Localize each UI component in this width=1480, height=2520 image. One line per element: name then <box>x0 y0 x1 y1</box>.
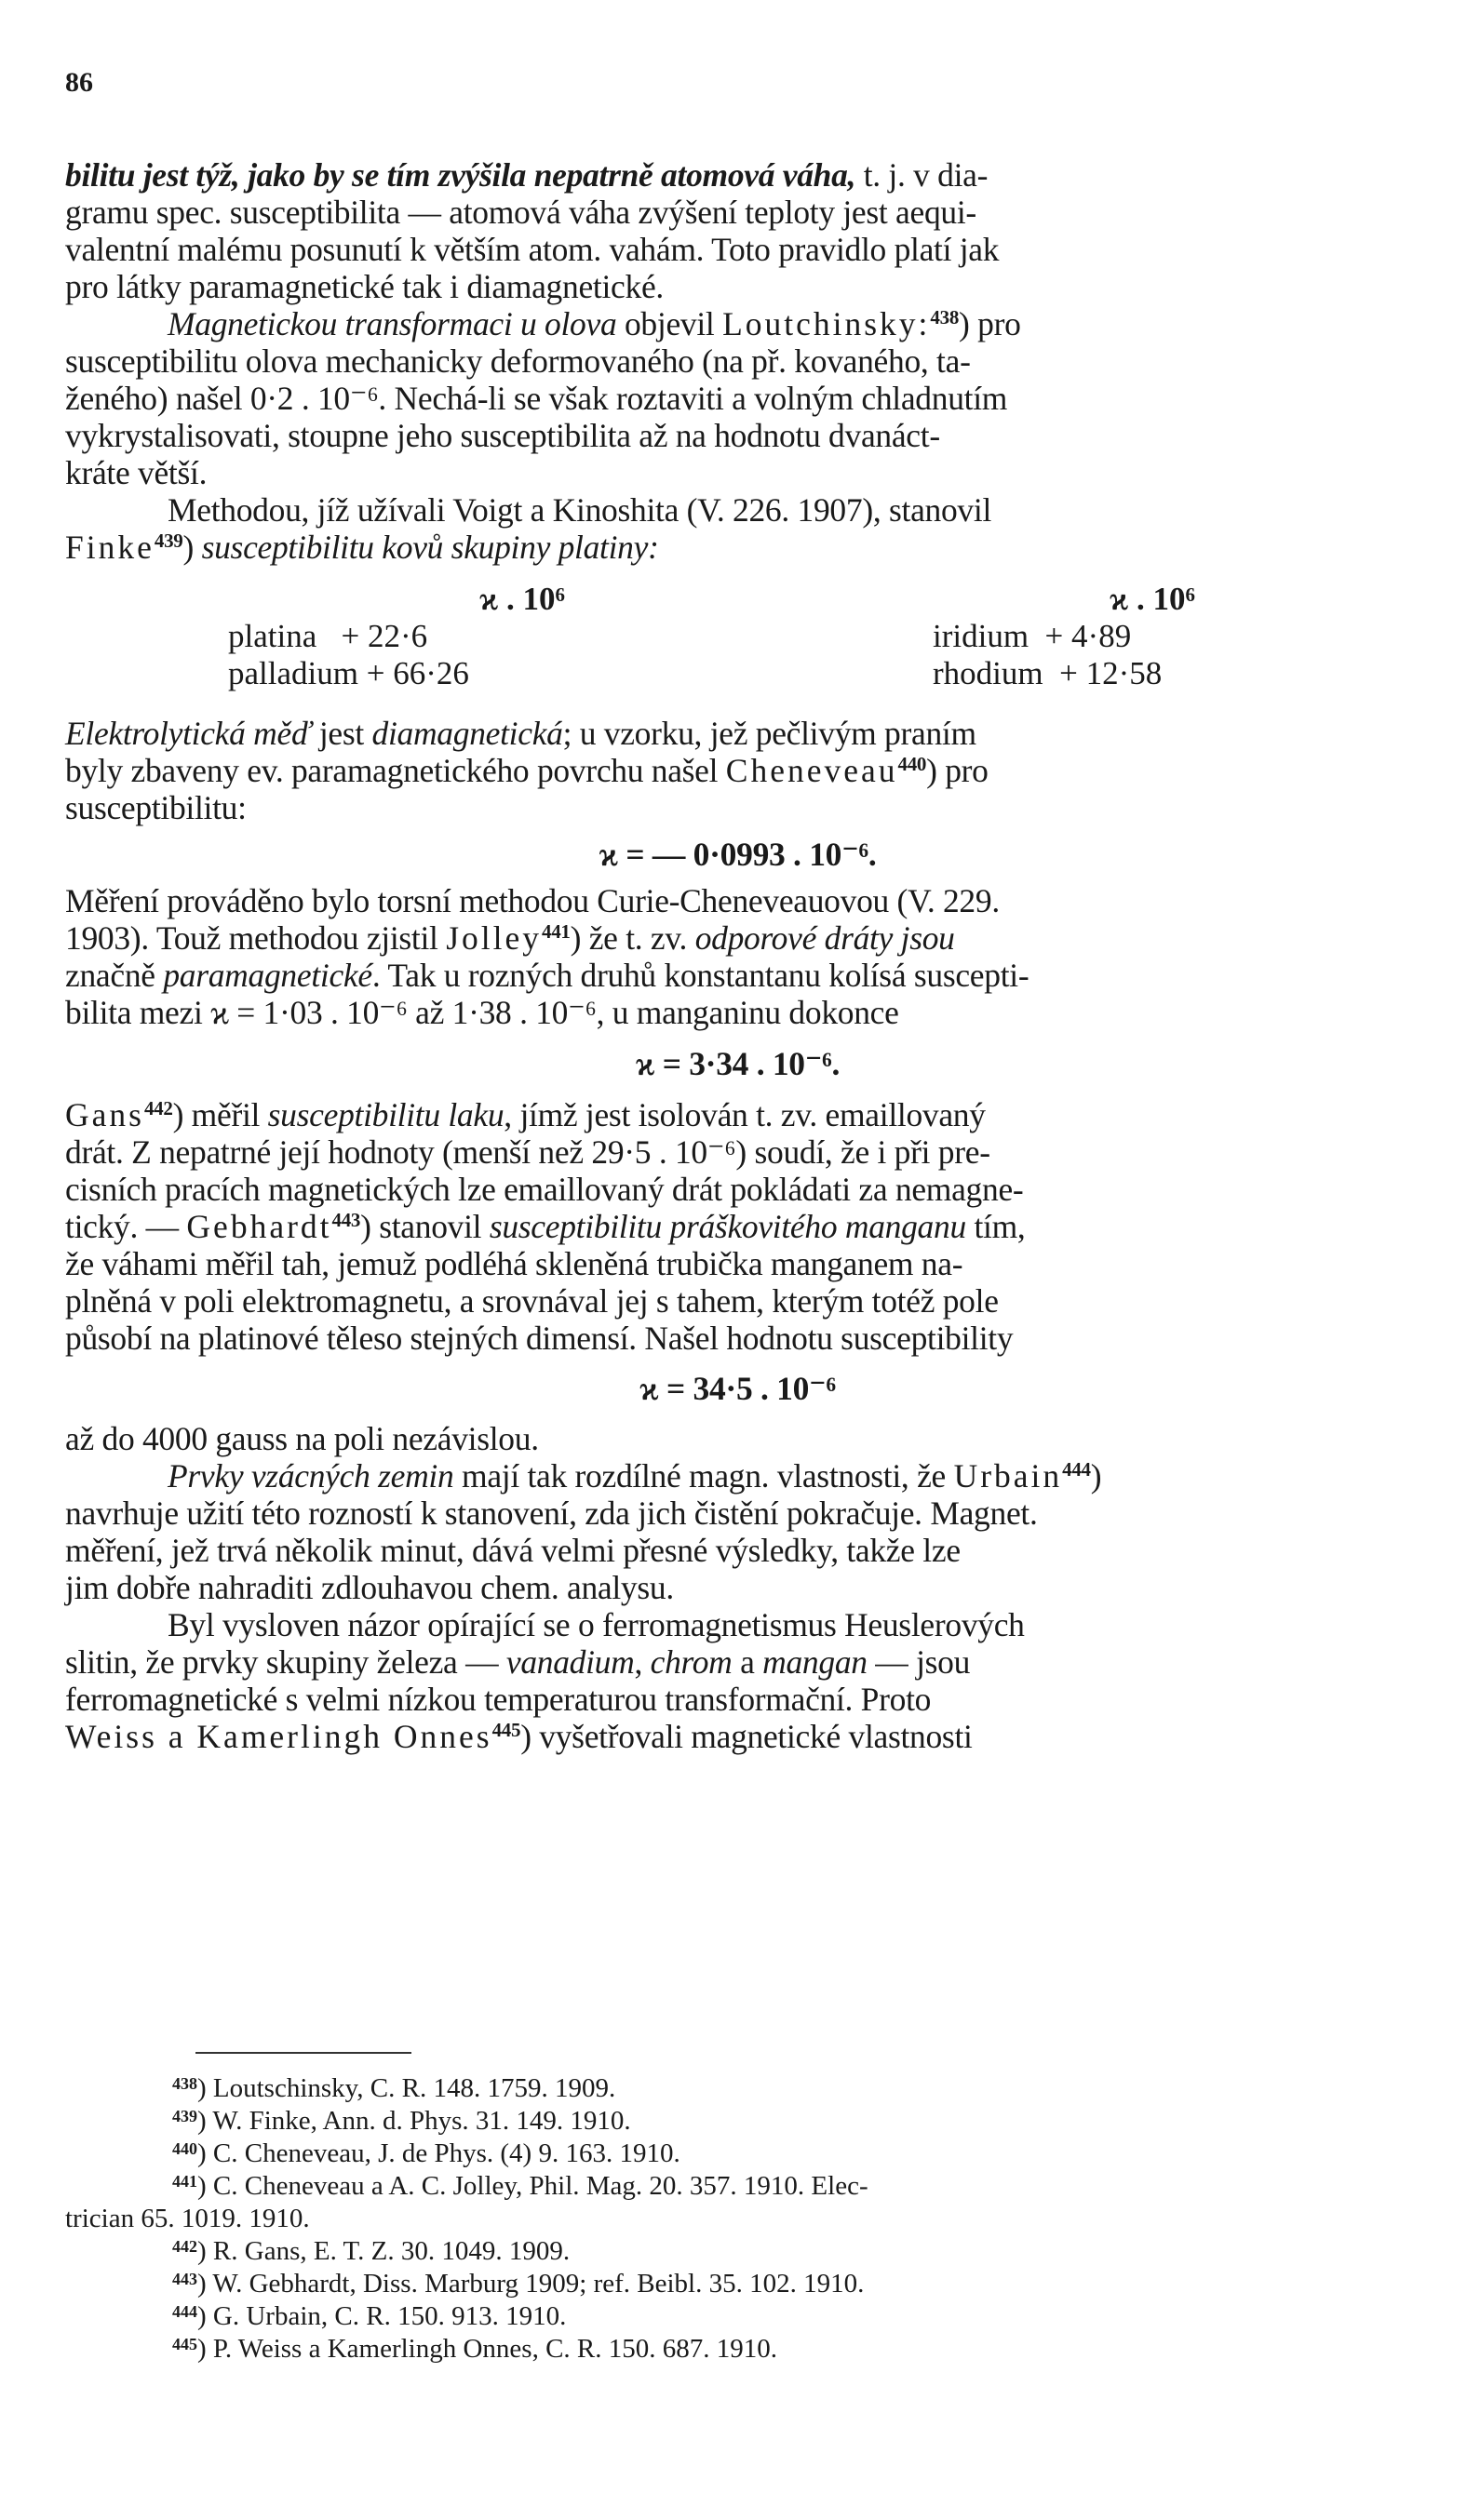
footnote-text: ) C. Cheneveau, J. de Phys. (4) 9. 163. 1910. <box>197 2138 680 2168</box>
footnote-ref[interactable]: 444 <box>1062 1458 1091 1481</box>
text-line <box>65 1718 1410 1755</box>
text-line: valentní malému posunutí k větším atom. vahám. Toto pravidlo platí jak <box>65 231 1000 268</box>
text-span: , jímž jest isolován t. zv. emaillovaný <box>504 1096 986 1133</box>
footnotes <box>65 2052 1410 2366</box>
emphasis: bilitu jest týž, jako by se tím zvýšila nepatrně atomová váha, <box>65 156 856 194</box>
text-span: značně <box>65 957 164 994</box>
text-line <box>65 156 1410 194</box>
footnote <box>65 2333 1410 2366</box>
text-span: ) stanovil <box>360 1208 490 1245</box>
footnote-ref[interactable]: 441 <box>542 920 571 943</box>
text-line: jim dobře nahraditi zdlouhavou chem. analysu. <box>65 1569 674 1606</box>
footnote <box>65 2138 1410 2170</box>
text-line: susceptibilitu: <box>65 789 247 826</box>
text-span: ) měřil <box>172 1096 268 1133</box>
text-span: t. j. v dia- <box>855 156 989 194</box>
text-span: ) <box>182 529 202 566</box>
author-name: Gans <box>65 1096 144 1133</box>
susceptibility-table <box>65 566 1410 715</box>
footnote-number: 439 <box>172 2107 197 2125</box>
text-line: plněná v poli elektromagnetu, a srovnával jej s tahem, kterým totéž pole <box>65 1282 999 1320</box>
footnote-text: ) G. Urbain, C. R. 150. 913. 1910. <box>197 2301 567 2331</box>
footnote-text: ) R. Gans, E. T. Z. 30. 1049. 1909. <box>197 2236 571 2266</box>
text-span: 1903). Touž methodou zjistil <box>65 919 447 957</box>
table-column-right <box>933 581 1195 692</box>
footnote-text: ) W. Finke, Ann. d. Phys. 31. 149. 1910. <box>197 2106 631 2136</box>
text-line: působí na platinové těleso stejných dimensí. Našel hodnotu susceptibility <box>65 1320 1014 1357</box>
author-name: Urbain <box>953 1457 1063 1495</box>
text-line: susceptibilitu olova mechanicky deformovaného (na př. kovaného, ta- <box>65 342 971 380</box>
author-name: Cheneveau <box>725 752 898 789</box>
footnote-ref[interactable]: 438 <box>930 306 960 328</box>
text-line <box>65 1096 1410 1133</box>
text-line: ženého) našel 0·2 . 10⁻⁶. Nechá-li se však roztaviti a volným chladnutím <box>65 380 1008 417</box>
footnote-text: ) Loutschinsky, C. R. 148. 1759. 1909. <box>197 2073 616 2103</box>
text-line: že váhami měřil tah, jemuž podléhá skleněná trubička manganem na- <box>65 1245 963 1282</box>
emphasis: paramagnetické <box>163 957 372 994</box>
text-span: tický. — <box>65 1208 187 1245</box>
text-line: navrhuje užití této rozností k stanovení, zda jich čistění pokračuje. Magnet. <box>65 1495 1038 1532</box>
text-span: slitin, že prvky skupiny železa — <box>65 1643 506 1681</box>
footnote <box>65 2235 1410 2268</box>
text-span: jest <box>311 715 372 752</box>
emphasis: susceptibilitu kovů skupiny platiny: <box>201 529 659 566</box>
text-span: ) vyšetřovali magnetické vlastnosti <box>520 1718 973 1755</box>
text-span: ) pro <box>926 752 989 789</box>
text-line: bilita mezi ϰ = 1·03 . 10⁻⁶ až 1·38 . 10⁻⁶, u manganinu dokonce <box>65 994 899 1031</box>
text-line: gramu spec. susceptibilita — atomová váha zvýšení teploty jest aequi- <box>65 194 976 231</box>
text-line <box>65 1208 1410 1245</box>
footnote-number: 440 <box>172 2139 197 2158</box>
footnote <box>65 2170 1410 2203</box>
text-span: — jsou <box>867 1643 971 1681</box>
emphasis: Elektrolytická měď <box>65 715 312 752</box>
footnote-text: ) P. Weiss a Kamerlingh Onnes, C. R. 150. 687. 1910. <box>197 2334 778 2364</box>
text-line: až do 4000 gauss na poli nezávislou. <box>65 1420 539 1457</box>
text-line <box>65 919 1410 957</box>
author-name: Weiss a Kamerlingh Onnes <box>65 1718 492 1755</box>
footnote-number: 444 <box>172 2302 197 2321</box>
text-line: drát. Z nepatrné její hodnoty (menší než 29·5 . 10⁻⁶) soudí, že i při pre- <box>65 1133 990 1171</box>
footnote-ref[interactable]: 442 <box>143 1097 173 1119</box>
text-line: ferromagnetické s velmi nízkou temperaturou transformační. Proto <box>65 1681 932 1718</box>
footnote <box>65 2072 1410 2105</box>
text-line <box>65 1457 1410 1495</box>
text-line: kráte větší. <box>65 454 208 491</box>
text-span: . Tak u rozných druhů konstantanu kolísá suscepti- <box>371 957 1029 994</box>
text-span: , <box>634 1643 651 1681</box>
text-line <box>65 715 1410 752</box>
footnote-ref[interactable]: 440 <box>897 753 927 775</box>
text-line: cisních pracích magnetických lze emaillovaný drát pokládati za nemagne- <box>65 1171 1024 1208</box>
emphasis: vanadium <box>505 1643 635 1681</box>
formula: ϰ = 34·5 . 10⁻⁶ <box>639 1370 836 1407</box>
text-span: byly zbaveny ev. paramagnetického povrchu našel <box>65 752 726 789</box>
text-line: pro látky paramagnetické tak i diamagnetické. <box>65 268 664 305</box>
table-row: iridium + 4·89 <box>933 618 1132 654</box>
footnote-number: 441 <box>172 2172 197 2191</box>
text-line: Byl vysloven názor opírající se o ferromagnetismus Heuslerových <box>168 1606 1025 1643</box>
text-line: měření, jež trvá několik minut, dává velmi přesné výsledky, takže lze <box>65 1532 961 1569</box>
table-row: platina + 22·6 <box>228 618 428 654</box>
footnote <box>65 2268 1410 2300</box>
emphasis: mangan <box>762 1643 868 1681</box>
author-name: Jolley <box>446 919 543 957</box>
text-span: objevil <box>616 305 723 342</box>
text-span: ) pro <box>959 305 1021 342</box>
formula: ϰ = — 0·0993 . 10⁻⁶. <box>599 836 877 873</box>
text-line: Měření prováděno bylo torsní methodou Curie-Cheneveauovou (V. 229. <box>65 882 1000 919</box>
footnote-text: trician 65. 1019. 1910. <box>65 2204 310 2233</box>
text-span: ; u vzorku, jež pečlivým praním <box>562 715 976 752</box>
table-row: rhodium + 12·58 <box>933 655 1163 691</box>
formula: ϰ = 3·34 . 10⁻⁶. <box>635 1045 841 1082</box>
footnote-number: 445 <box>172 2335 197 2353</box>
emphasis: chrom <box>650 1643 733 1681</box>
footnote <box>65 2105 1410 2138</box>
author-name: Gebhardt <box>186 1208 332 1245</box>
footnote-text: ) C. Cheneveau a A. C. Jolley, Phil. Mag. 20. 357. 1910. Elec- <box>197 2171 868 2201</box>
text-span: ) že t. zv. <box>570 919 695 957</box>
footnote-ref[interactable]: 445 <box>491 1719 521 1741</box>
text-line <box>65 957 1410 994</box>
author-name: Loutchinsky: <box>722 305 931 342</box>
text-line <box>65 752 1410 789</box>
footnote-number: 443 <box>172 2270 197 2288</box>
emphasis: Magnetickou transformaci u olova <box>168 305 617 342</box>
footnote-number: 442 <box>172 2237 197 2256</box>
footnote-continuation <box>65 2203 1410 2235</box>
footnote-divider <box>195 2052 411 2054</box>
table-header: ϰ . 10⁶ <box>1110 581 1196 617</box>
text-span: ) <box>1090 1457 1102 1495</box>
table-row: palladium + 66·26 <box>228 655 469 691</box>
text-span: a <box>732 1643 763 1681</box>
author-name: Finke <box>65 529 155 566</box>
emphasis: diamagnetická <box>371 715 563 752</box>
footnote-number: 438 <box>172 2074 197 2093</box>
text-line <box>65 1643 1410 1681</box>
footnote <box>65 2300 1410 2333</box>
page-number: 86 <box>65 67 93 98</box>
body-text <box>65 156 1410 1755</box>
table-column-left <box>228 581 565 692</box>
emphasis: susceptibilitu laku <box>267 1096 505 1133</box>
footnote-ref[interactable]: 439 <box>154 529 183 552</box>
text-span: tím, <box>965 1208 1026 1245</box>
footnote-ref[interactable]: 443 <box>331 1209 361 1231</box>
emphasis: odporové dráty jsou <box>694 919 955 957</box>
text-span: mají tak rozdílné magn. vlastnosti, že <box>453 1457 954 1495</box>
emphasis: susceptibilitu práškovitého manganu <box>489 1208 966 1245</box>
text-line <box>65 305 1410 342</box>
footnote-text: ) W. Gebhardt, Diss. Marburg 1909; ref. Beibl. 35. 102. 1910. <box>197 2269 865 2299</box>
text-line: Methodou, jíž užívali Voigt a Kinoshita (V. 226. 1907), stanovil <box>168 491 992 529</box>
emphasis: Prvky vzácných zemin <box>168 1457 454 1495</box>
table-header: ϰ . 10⁶ <box>479 581 566 617</box>
text-line <box>65 529 1410 566</box>
text-line: vykrystalisovati, stoupne jeho susceptibilita až na hodnotu dvanáct- <box>65 417 940 454</box>
